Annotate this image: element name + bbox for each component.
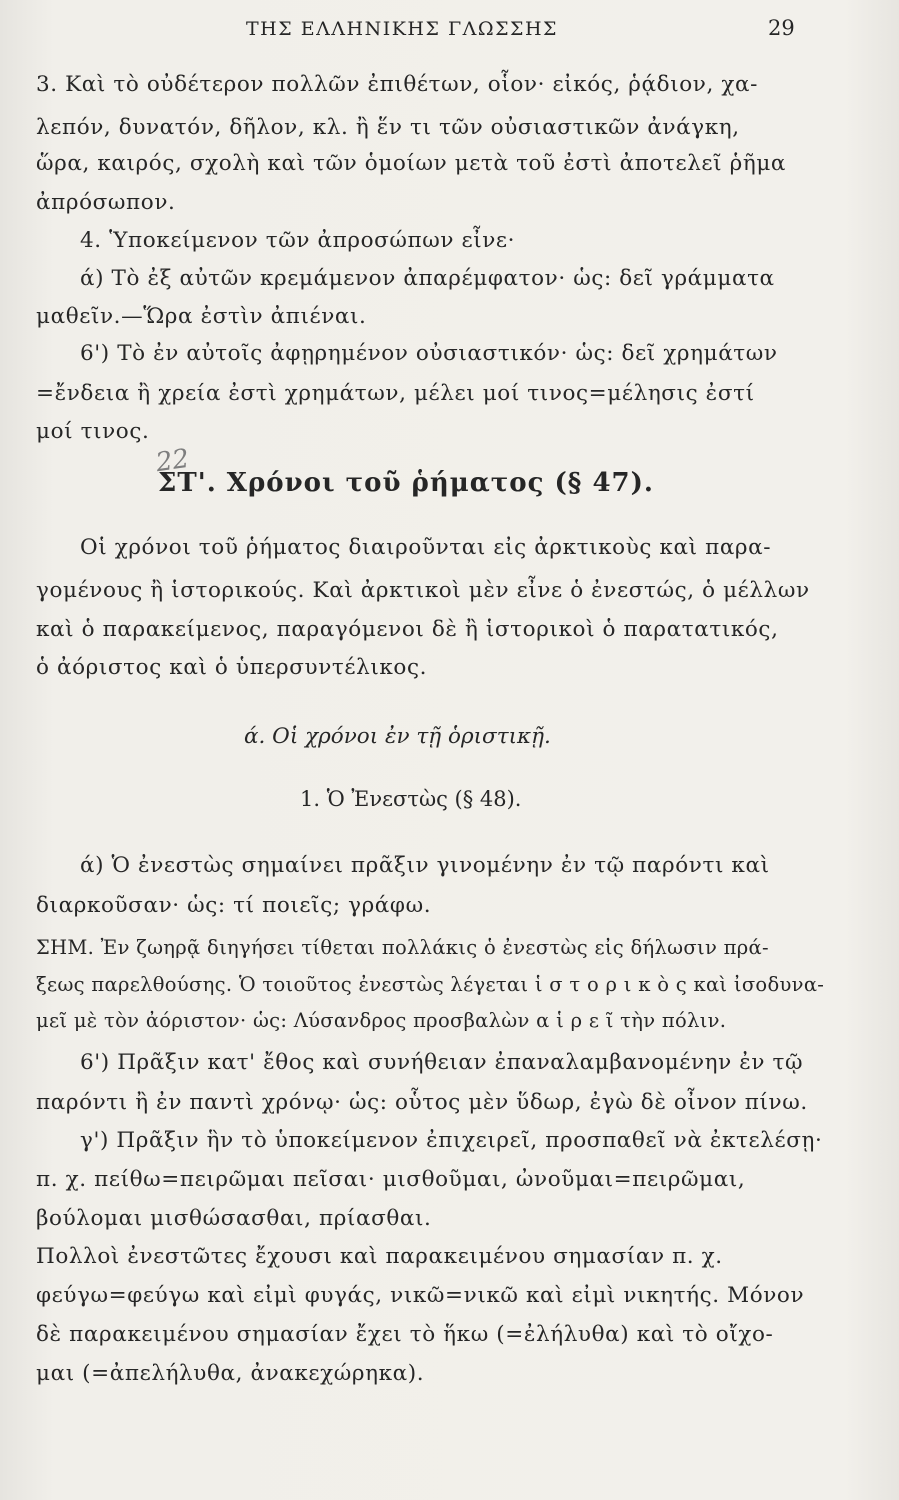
final-line: Πολλοὶ ἐνεστῶτες ἔχουσι καὶ παρακειμένου σημασίαν π. χ. [36,1244,723,1269]
note-line: ξεως παρελθούσης. Ὁ τοιοῦτος ἐνεστὼς λέγεται ἱ σ τ ο ρ ι κ ὸ ς καὶ ἰσοδυνα- [36,973,825,996]
section-line: ὁ ἀόριστος καὶ ὁ ὑπερσυντέλικος. [36,655,428,680]
section-line: Οἱ χρόνοι τοῦ ῥήματος διαιροῦνται εἰς ἀρκτικοὺς καὶ παρα- [80,535,772,560]
marginal-handwritten-note: 22 [154,443,192,479]
usage-line: βούλομαι μισθώσασθαι, πρίασθαι. [36,1206,432,1231]
body-line: 4. Ὑποκείμενον τῶν ἀπροσώπων εἶνε· [80,228,516,253]
body-line: =ἔνδεια ἢ χρεία ἐστὶ χρημάτων, μέλει μοί τινος=μέλησις ἐστί [36,381,755,406]
usage-line: παρόντι ἢ ἐν παντὶ χρόνῳ· ὡς: οὗτος μὲν ὕδωρ, ἐγὼ δὲ οἶνον πίνω. [36,1090,808,1115]
running-head: ΤΗΣ ΕΛΛΗΝΙΚΗΣ ΓΛΩΣΣΗΣ [246,18,558,40]
subheading: ά. Οἱ χρόνοι ἐν τῇ ὁριστικῇ. [244,724,551,749]
body-line: μοί τινος. [36,419,150,444]
note-line: μεῖ μὲ τὸν ἀόριστον· ὡς: Λύσανδρος προσβαλὼν α ἱ ρ ε ῖ τὴν πόλιν. [36,1009,727,1032]
note-line: ΣΗΜ. Ἐν ζωηρᾷ διηγήσει τίθεται πολλάκις ὁ ἐνεστὼς εἰς δήλωσιν πρά- [36,936,769,959]
body-line: 3. Καὶ τὸ οὐδέτερον πολλῶν ἐπιθέτων, οἷον· εἰκός, ῥᾴδιον, χα- [36,72,758,97]
section-heading: ΣΤ'. Χρόνοι τοῦ ῥήματος (§ 47). [158,468,654,498]
body-line: ἀπρόσωπον. [36,190,176,215]
usage-line: γ') Πρᾶξιν ἣν τὸ ὑποκείμενον ἐπιχειρεῖ, προσπαθεῖ νὰ ἐκτελέσῃ· [80,1128,823,1153]
body-line: 6') Τὸ ἐν αὐτοῖς ἀφῃρημένον οὐσιαστικόν· ὡς: δεῖ χρημάτων [80,341,778,366]
final-line: μαι (=ἀπελήλυθα, ἀνακεχώρηκα). [36,1361,425,1386]
body-line: λεπόν, δυνατόν, δῆλον, κλ. ἢ ἕν τι τῶν οὐσιαστικῶν ἀνάγκη, [36,115,740,140]
present-line: ά) Ὁ ἐνεστὼς σημαίνει πρᾶξιν γινομένην ἐν τῷ παρόντι καὶ [80,853,770,878]
body-line: ά) Τὸ ἐξ αὐτῶν κρεμάμενον ἀπαρέμφατον· ὡς: δεῖ γράμματα [80,266,775,291]
body-line: ὥρα, καιρός, σχολὴ καὶ τῶν ὁμοίων μετὰ τοῦ ἐστὶ ἀποτελεῖ ῥῆμα [36,151,787,176]
final-line: δὲ παρακειμένου σημασίαν ἔχει τὸ ἥκω (=ἐλήλυθα) καὶ τὸ οἴχο- [36,1322,774,1347]
section-line: καὶ ὁ παρακείμενος, παραγόμενοι δὲ ἢ ἱστορικοὶ ὁ παρατατικός, [36,617,779,642]
final-line: φεύγω=φεύγω καὶ εἰμὶ φυγάς, νικῶ=νικῶ καὶ εἰμὶ νικητής. Μόνον [36,1283,805,1308]
section-line: γομένους ἢ ἱστορικούς. Καὶ ἀρκτικοὶ μὲν εἶνε ὁ ἐνεστώς, ὁ μέλλων [36,578,810,603]
present-line: διαρκοῦσαν· ὡς: τί ποιεῖς; γράφω. [36,893,432,918]
numbered-heading: 1. Ὁ Ἐνεστὼς (§ 48). [300,787,522,811]
usage-line: 6') Πρᾶξιν κατ' ἔθος καὶ συνήθειαν ἐπαναλαμβανομένην ἐν τῷ [80,1050,804,1075]
page-number: 29 [768,16,795,40]
body-line: μαθεῖν.—Ὥρα ἐστὶν ἀπιέναι. [36,304,367,329]
usage-line: π. χ. πείθω=πειρῶμαι πεῖσαι· μισθοῦμαι, ὠνοῦμαι=πειρῶμαι, [36,1167,746,1192]
